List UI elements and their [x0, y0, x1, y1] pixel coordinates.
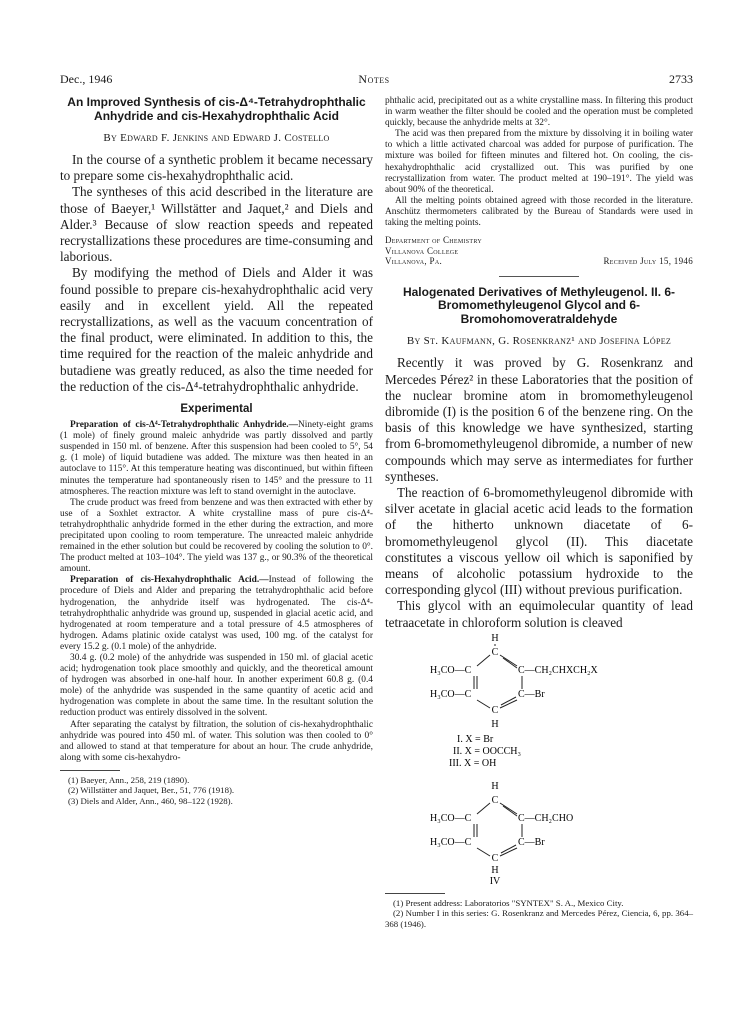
- struct-label: H: [491, 718, 499, 730]
- article-title: Halogenated Derivatives of Methyleugenol. II. 6-Bromomethyleugenol Glycol and 6-Bromohomoveratraldehyde: [402, 284, 676, 326]
- experimental-paragraph: The crude product was freed from benzene and was then extracted with ether by use of a Soxhlet extractor. A white crystalline mass of pure cis-Δ⁴-tetrahydrophthalic anhydride formed in the ether during the extraction, and more precipitated upon cooling to room temperature. The unreacted maleic anhydride remained in the ether solution but could be recovered by cooling the solution to 0°. The product melted at 103–104°. The yield was 137 g., or 90.3% of the theoretical amount.: [60, 497, 373, 575]
- article-authors: By Edward F. Jenkins and Edward J. Costello: [103, 132, 330, 144]
- location: Villanova, Pa.: [385, 256, 443, 267]
- footnote-divider: [60, 770, 120, 771]
- struct-label: C—Br: [518, 836, 545, 848]
- struct-label: C: [491, 646, 499, 658]
- bond-line: [500, 655, 517, 666]
- experimental-paragraph: Preparation of cis-Hexahydrophthalic Acid.—Instead of following the procedure of Diels and Alder and preparing the tetrahydrophthalic acid before hydrogenation, the anhydride itself was hydrogenated. The cis-Δ⁴-tetrahydrophthalic anhydride was ground up, suspended in glacial acetic acid, and hydrogenated at room temperature and a total pressure of 4.5 atmospheres of hydrogen. Adams platinic oxide catalyst was used, 100 mg. of the catalyst for every 15.2 g. (0.1 mole) of the anhydride.: [60, 575, 374, 652]
- struct-label: H₃CO—C: [430, 664, 472, 676]
- affiliation: [385, 235, 693, 267]
- header-section: Notes: [358, 72, 390, 86]
- struct-label: C—CH₂CHO: [518, 812, 574, 824]
- article-authors: By St. Kaufmann, G. Rosenkranz¹ and Josefina López: [406, 335, 672, 348]
- structure-diagram-1: [385, 631, 693, 779]
- received-date: Received July 15, 1946: [603, 256, 693, 267]
- section-heading: Experimental: [180, 403, 253, 416]
- article-title: An Improved Synthesis of cis-Δ⁴-Tetrahydrophthalic Anhydride and cis-Hexahydrophthalic Acid: [67, 95, 366, 123]
- footnote: (1) Present address: Laboratorios "SYNTEX" S. A., Mexico City.: [393, 897, 624, 908]
- structure-diagram-2: [385, 779, 693, 887]
- body-paragraph: The reaction of 6-bromomethyleugenol dibromide with silver acetate in glacial acetic acid leads to the formation of the hitherto unknown diacetate of 6-bromomethyleugenol glycol (II). This diacetate constitutes a viscous yellow oil which is saponified by means of alcoholic potassium hydroxide to the corresponding glycol (III) without previous purification.: [385, 485, 693, 598]
- header-date: Dec., 1946: [60, 72, 113, 86]
- department: Department of Chemistry: [385, 235, 482, 246]
- struct-label: H: [491, 632, 499, 644]
- body-paragraph: Recently it was proved by G. Rosenkranz and Mercedes Pérez² in these Laboratories that the position of the nuclear bromine atom in bromomethyleugenol dibromide (I) is the position 6 of the benzene ring. On the basis of this knowledge we have synthesized, starting from 6-bromomethyleugenol dibromide, a number of new compounds which may serve as intermediates for further syntheses.: [385, 355, 693, 484]
- college: Villanova College: [385, 245, 459, 256]
- body-paragraph: This glycol with an equimolecular quantity of lead tetraacetate in chloroform solution is cleaved: [385, 598, 693, 630]
- struct-label: C: [491, 704, 499, 716]
- body-paragraph: The syntheses of this acid described in the literature are those of Baeyer,¹ Willstätter and Jaquet,² and Diels and Alder.³ Because of slow reaction speeds and repeated recrystallizations these procedures are time-consuming and laborious.: [60, 184, 373, 265]
- experimental-paragraph: Preparation of cis-Δ⁴-Tetrahydrophthalic Anhydride.—Ninety-eight grams (1 mole) of finely ground maleic anhydride was partly dissolved and partly suspended in 150 ml. of benzene. After this suspension had been cooled to 5°, 54 g. (1 mole) of liquid butadiene was added. The mixture was then heated in an autoclave to 115°. At this temperature heating was discontinued, but within fifteen minutes the temperature had spontaneously risen to 145° and the pressure to 11 atmospheres. The reaction mixture was left to stand overnight in the autoclave.: [60, 420, 374, 497]
- subsection-heading: Preparation of cis-Hexahydrophthalic Acid.—: [70, 575, 269, 586]
- bond-line: [503, 806, 517, 816]
- struct-label: H: [491, 780, 499, 792]
- struct-legend: III. X = OH: [449, 757, 497, 769]
- footnote: (2) Willstätter and Jaquet, Ber., 51, 776 (1918).: [68, 785, 235, 796]
- body-paragraph: All the melting points obtained agreed with those recorded in the literature. Anschütz thermometers calibrated by the Bureau of Standards were used in taking the melting points.: [385, 195, 693, 229]
- struct-label: C: [491, 852, 499, 864]
- footnote-divider: [385, 893, 445, 894]
- struct-legend: I. X = Br: [457, 733, 494, 745]
- article-divider: [499, 276, 579, 277]
- struct-label: C: [491, 794, 499, 806]
- bond-line: [477, 655, 490, 666]
- footnote: (3) Diels and Alder, Ann., 460, 98–122 (1928).: [68, 795, 233, 806]
- bond-line: [477, 848, 490, 856]
- footnote: (2) Number I in this series: G. Rosenkranz and Mercedes Pérez, Ciencia, 6, pp. 364–368 (1946).: [385, 908, 693, 929]
- subsection-heading: Preparation of cis-Δ⁴-Tetrahydrophthalic Anhydride.—: [70, 420, 299, 431]
- struct-label: H₃CO—C: [430, 688, 472, 700]
- bond-line: [500, 803, 517, 814]
- struct-label: H₃CO—C: [430, 836, 472, 848]
- struct-label: H₃CO—C: [430, 812, 472, 824]
- body-paragraph: By modifying the method of Diels and Alder it was found possible to prepare cis-hexahydrophthalic acid very easily and in excellent yield. All the repeated recrystallizations, as well as the vacuum concentration of the final product, were eliminated. In addition to this, the time required for the reaction of the maleic anhydride and butadiene was greatly reduced, as also the time needed for the reduction of the cis-Δ⁴-tetrahydrophthalic anhydride.: [60, 265, 373, 394]
- right-column: [385, 96, 693, 929]
- struct-label: C—Br: [518, 688, 545, 700]
- body-paragraph: In the course of a synthetic problem it became necessary to prepare some cis-hexahydrophthalic acid.: [60, 152, 373, 184]
- header-page-number: 2733: [669, 72, 693, 86]
- struct-label: H: [491, 864, 499, 876]
- bond-line: [477, 803, 490, 814]
- bond-line: [477, 700, 490, 708]
- body-paragraph: The acid was then prepared from the mixture by dissolving it in boiling water to which a little activated charcoal was added for purpose of purification. The mixture was boiled for fifteen minutes and filtered hot. On cooling, the cis-hexahydrophthalic acid crystallized out. This was purified by one recrystallization from water. The product melted at 190–191°. The yield was about 90% of the theoretical.: [385, 129, 693, 195]
- experimental-paragraph: 30.4 g. (0.2 mole) of the anhydride was suspended in 150 ml. of glacial acetic acid; hydrogenation took place smoothly and quickly, and the theoretical amount of hydrogen was absorbed in one-half hour. In another experiment 60.8 g. (0.4 mole) of the anhydride was suspended in the same quantity of acetic acid and hydrogenation was complete in about the same time. In the resultant solution the reduction product was entirely dissolved in the solvent.: [60, 653, 373, 719]
- struct-label: C—CH₂CHXCH₂X: [518, 664, 598, 676]
- compound-label: IV: [489, 875, 501, 887]
- struct-legend: II. X = OOCCH₃: [453, 745, 522, 757]
- footnote: (1) Baeyer, Ann., 258, 219 (1890).: [68, 774, 190, 785]
- experimental-paragraph: After separating the catalyst by filtration, the solution of cis-hexahydrophthalic anhydride was poured into 450 ml. of water. This solution was then cooled to 0° and allowed to stand at that temperature for about an hour. The crude anhydride, along with some cis-hexahydro-: [60, 719, 373, 763]
- body-paragraph: phthalic acid, precipitated out as a white crystalline mass. In filtering this product in warm weather the filter should be cooled and the operation must be completed quickly, because the anhydride melts at 32°.: [385, 96, 693, 129]
- bond-line: [503, 658, 517, 668]
- left-column: [60, 96, 373, 806]
